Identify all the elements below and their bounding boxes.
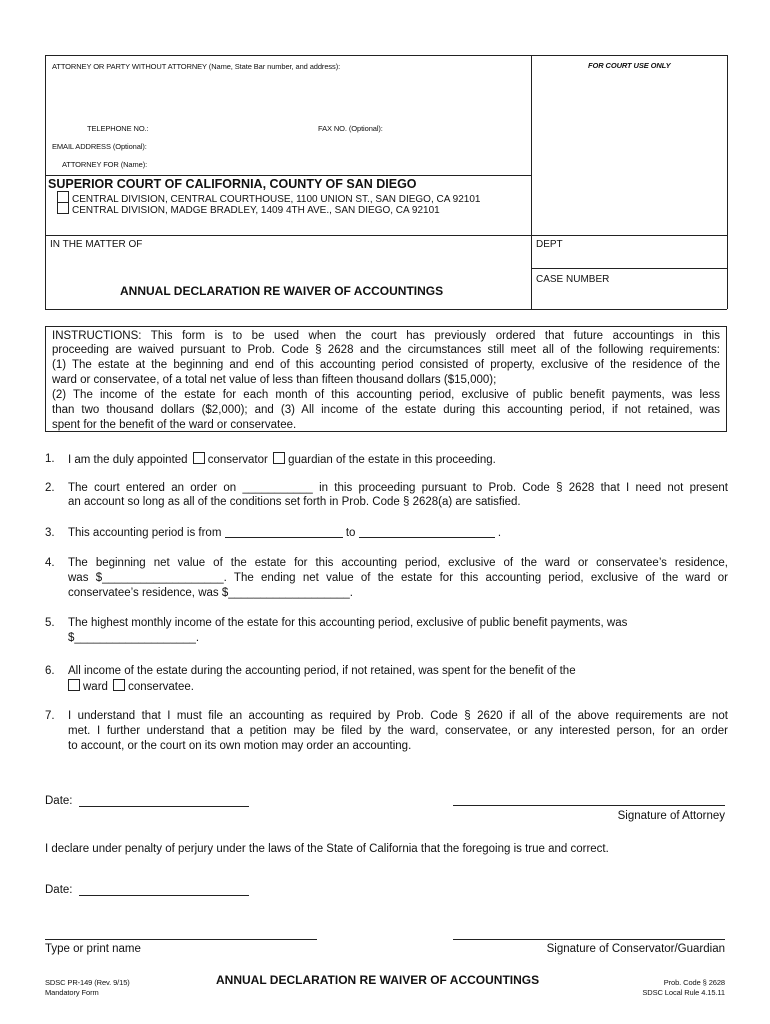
item-2-number: 2.	[45, 482, 55, 494]
ward-label: ward	[83, 681, 108, 693]
item-5-line-2[interactable]: $___________________.	[68, 632, 200, 644]
conservatee-checkbox[interactable]	[113, 679, 125, 691]
instructions-line-1: INSTRUCTIONS: This form is to be used when the court has previously ordered that future accountings in this	[52, 330, 720, 342]
fax-label: FAX NO. (Optional):	[318, 124, 383, 133]
guardian-checkbox[interactable]	[273, 452, 285, 464]
instructions-line-3: (1) The estate at the beginning and end of this accounting period consisted of property, exclusive of the residence of the	[52, 359, 720, 371]
attorney-field[interactable]	[52, 74, 528, 122]
conservator-signature-line[interactable]	[453, 939, 725, 940]
instructions-line-7: spent for the benefit of the ward or conservatee.	[52, 419, 297, 431]
central-courthouse-label: CENTRAL DIVISION, CENTRAL COURTHOUSE, 1100 UNION ST., SAN DIEGO, CA 92101	[72, 194, 481, 205]
attorney-label: ATTORNEY OR PARTY WITHOUT ATTORNEY (Name, State Bar number, and address):	[52, 62, 341, 71]
item-2-line-2: an account so long as all of the conditions set forth in Prob. Code § 2628(a) are satisfied.	[68, 496, 521, 508]
item-7-number: 7.	[45, 710, 55, 722]
telephone-label: TELEPHONE NO.:	[87, 124, 149, 133]
item-1-number: 1.	[45, 453, 55, 465]
item-1-text-c: guardian of the estate in this proceeding.	[288, 454, 496, 466]
court-title: SUPERIOR COURT OF CALIFORNIA, COUNTY OF SAN DIEGO	[48, 177, 417, 191]
email-label: EMAIL ADDRESS (Optional):	[52, 142, 147, 151]
print-name-line[interactable]	[45, 939, 317, 940]
instructions-line-4: ward or conservatee, of a total net value of less than fifteen thousand dollars ($15,000);	[52, 374, 497, 386]
conservator-signature-label: Signature of Conservator/Guardian	[546, 943, 725, 955]
madge-bradley-checkbox[interactable]	[57, 202, 69, 214]
item-7-line-1: I understand that I must file an accounting as required by Prob. Code § 2620 if all of the above requirements are not	[68, 710, 728, 722]
item-3-text-c: .	[497, 527, 502, 539]
conservatee-label: conservatee.	[128, 681, 194, 693]
item-2-line-1: The court entered an order on ___________ in this proceeding pursuant to Prob. Code § 2628 that I need not present	[68, 482, 728, 494]
period-from-field[interactable]	[225, 526, 343, 538]
item-3-text-b: to	[345, 527, 356, 539]
period-to-field[interactable]	[359, 526, 495, 538]
item-3-number: 3.	[45, 527, 55, 539]
attorney-signature-label: Signature of Attorney	[617, 810, 725, 822]
form-title: ANNUAL DECLARATION RE WAIVER OF ACCOUNTINGS	[120, 284, 444, 298]
matter-label: IN THE MATTER OF	[50, 239, 143, 250]
item-3-text-a: This accounting period is from	[68, 527, 222, 539]
item-1	[68, 452, 728, 468]
ward-checkbox[interactable]	[68, 679, 80, 691]
footer-local-rule: SDSC Local Rule 4.15.11	[642, 988, 725, 997]
date-label-1: Date:	[45, 795, 73, 807]
footer-form-number: SDSC PR-149 (Rev. 9/15)	[45, 978, 130, 987]
item-3	[68, 526, 728, 541]
footer-code: Prob. Code § 2628	[663, 978, 725, 987]
attorney-signature-line[interactable]	[453, 805, 725, 806]
conservator-checkbox[interactable]	[193, 452, 205, 464]
item-1-text-a: I am the duly appointed	[68, 454, 188, 466]
item-7-line-3: to account, or the court on its own motion may order an accounting.	[68, 740, 412, 752]
date-field-2[interactable]	[79, 895, 249, 896]
date-field-1[interactable]	[79, 806, 249, 807]
item-4-line-1: The beginning net value of the estate for this accounting period, exclusive of the ward or conservatee’s residence,	[68, 557, 728, 569]
instructions-line-2: proceeding are waived pursuant to Prob. Code § 2628 and the circumstances still meet all of the following requirements:	[52, 344, 720, 356]
item-6-line-1: All income of the estate during the accounting period, if not retained, was spent for the benefit of the	[68, 665, 576, 677]
item-5-line-1: The highest monthly income of the estate for this accounting period, exclusive of public benefit payments, was	[68, 617, 628, 629]
item-4-number: 4.	[45, 557, 55, 569]
madge-bradley-label: CENTRAL DIVISION, MADGE BRADLEY, 1409 4TH AVE., SAN DIEGO, CA 92101	[72, 205, 440, 216]
footer-mandatory: Mandatory Form	[45, 988, 99, 997]
case-number-label: CASE NUMBER	[536, 274, 610, 285]
item-6-line-2	[68, 679, 728, 695]
item-7-line-2: met. I further understand that a petition may be filed by the ward, conservatee, or any interested person, for an order	[68, 725, 728, 737]
item-4-line-2[interactable]: was $___________________. The ending net value of the estate for this accounting period, exclusive of the ward or	[68, 572, 728, 584]
instructions-line-5: (2) The income of the estate for each month of this accounting period, exclusive of public benefit payments, was less	[52, 389, 720, 401]
dept-label: DEPT	[536, 239, 563, 250]
item-6-number: 6.	[45, 665, 55, 677]
date-label-2: Date:	[45, 884, 73, 896]
print-name-label: Type or print name	[45, 943, 141, 955]
item-4-line-3[interactable]: conservatee’s residence, was $___________________.	[68, 587, 353, 599]
declaration-text: I declare under penalty of perjury under the laws of the State of California that the foregoing is true and correct.	[45, 843, 609, 855]
attorney-for-label: ATTORNEY FOR (Name):	[62, 160, 148, 169]
court-option-2	[55, 202, 440, 216]
instructions-line-6: than two thousand dollars ($2,000); and (3) All income of the estate during this accounting period, if not retained, was	[52, 404, 720, 416]
item-5-number: 5.	[45, 617, 55, 629]
court-use-label: FOR COURT USE ONLY	[588, 61, 671, 70]
footer-title: ANNUAL DECLARATION RE WAIVER OF ACCOUNTINGS	[216, 973, 540, 987]
conservator-label: conservator	[207, 454, 268, 466]
